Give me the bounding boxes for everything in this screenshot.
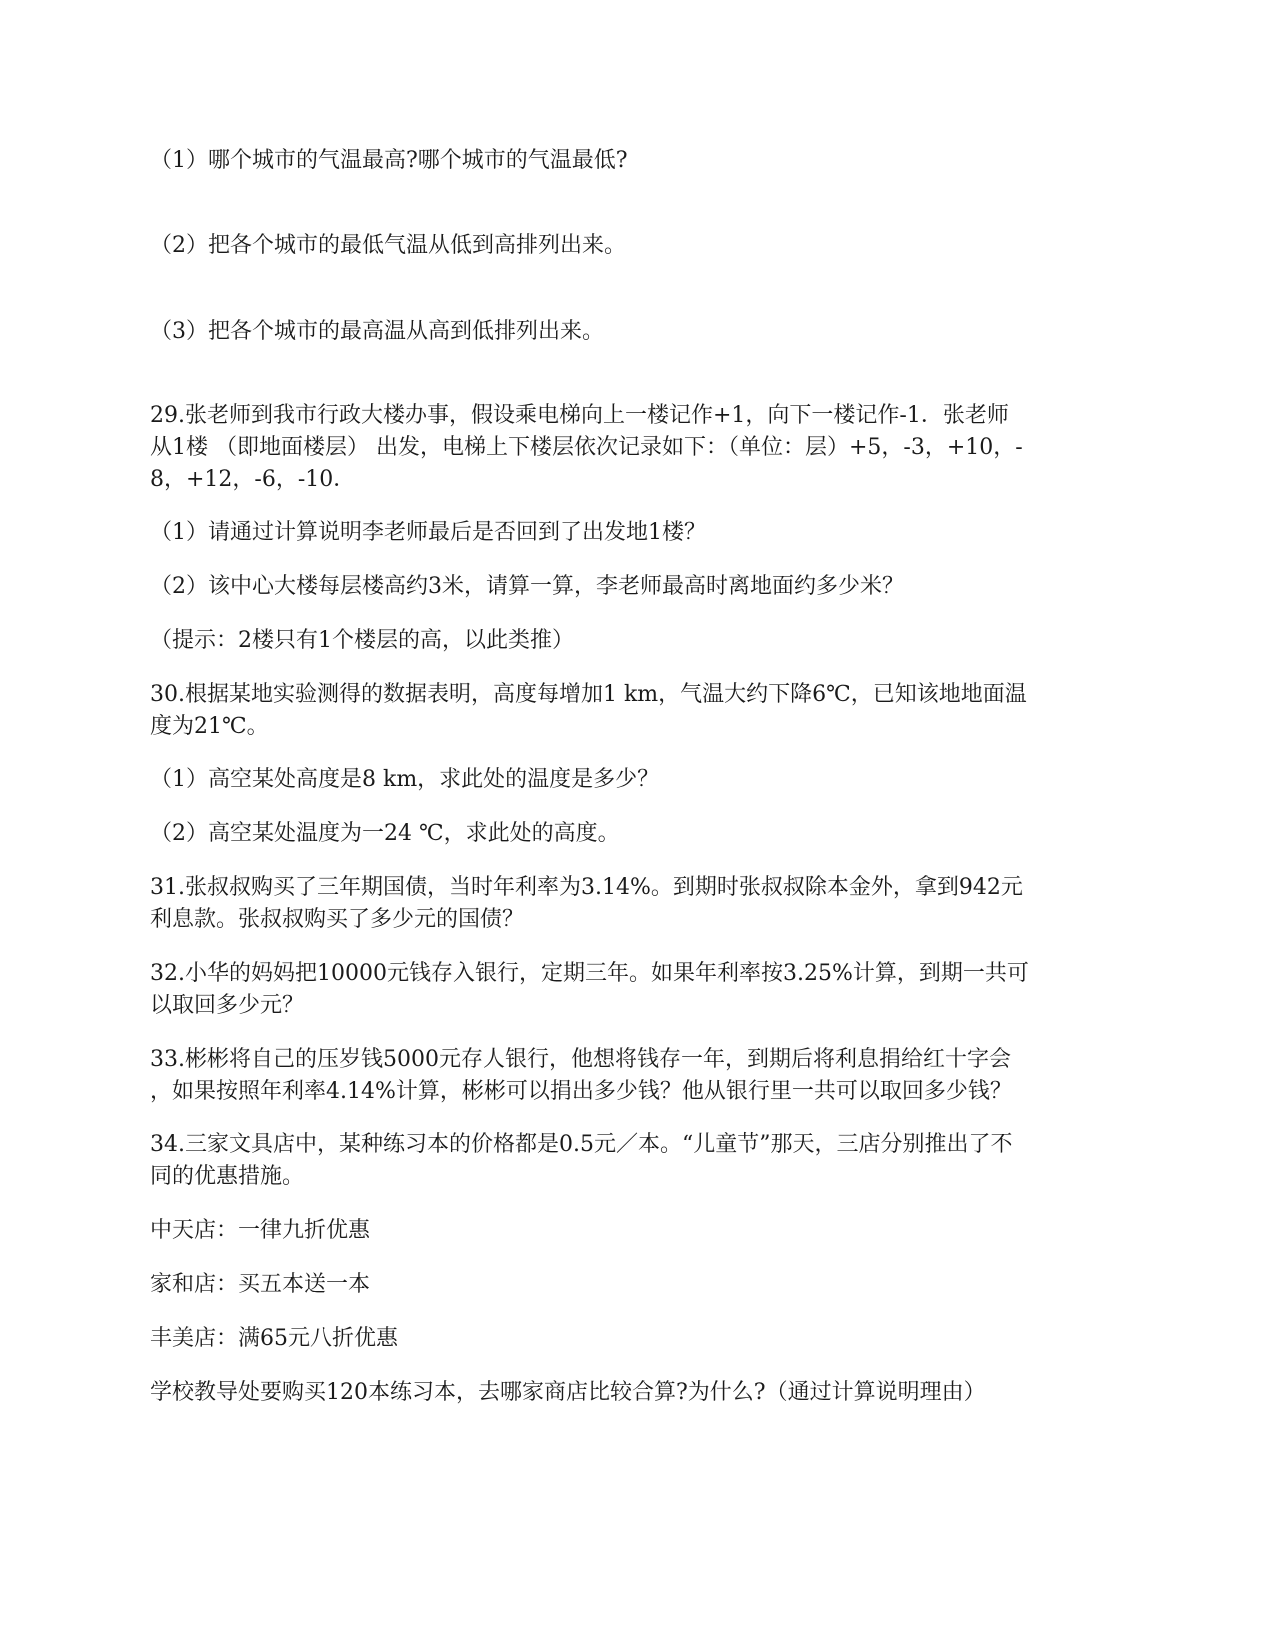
q28-sub2: （2）把各个城市的最低气温从低到高排列出来。: [150, 233, 626, 258]
q29-line-3: 8，+12，-6，-10．: [150, 467, 356, 492]
q29-sub1: （1）请通过计算说明李老师最后是否回到了出发地1楼？: [150, 520, 706, 545]
q28-sub1: （1）哪个城市的气温最高?哪个城市的气温最低?: [150, 148, 628, 173]
q34-stem: [150, 1129, 1125, 1193]
q34-line-1: 34.三家文具店中，某种练习本的价格都是0.5元／本。“儿童节”那天，三店分别推出了不: [150, 1132, 1013, 1157]
q31-stem: [150, 872, 1125, 936]
q29-hint: （提示：2楼只有1个楼层的高，以此类推）: [150, 628, 574, 653]
q30-sub2: （2）高空某处温度为一24 ℃，求此处的高度。: [150, 821, 620, 846]
q29-line-2: 从1楼 （即地面楼层） 出发，电梯上下楼层依次记录如下：（单位：层）+5，-3，+10，-: [150, 435, 1023, 460]
q29-stem: [150, 400, 1125, 496]
q34-line-2: 同的优惠措施。: [150, 1164, 305, 1189]
q30-line-1: 30.根据某地实验测得的数据表明，高度每增加1 km，气温大约下降6℃，已知该地地面温: [150, 682, 1027, 707]
q33-line-1: 33.彬彬将自己的压岁钱5000元存人银行，他想将钱存一年，到期后将利息捐给红十字会: [150, 1047, 1011, 1072]
q29-sub2: （2）该中心大楼每层楼高约3米，请算一算，李老师最高时离地面约多少米？: [150, 574, 904, 599]
q30-stem: [150, 679, 1125, 743]
q28-sub3: （3）把各个城市的最高温从高到低排列出来。: [150, 319, 604, 344]
q34-store-1: 中天店：一律九折优惠: [150, 1218, 371, 1243]
q29-line-1: 29.张老师到我市行政大楼办事，假设乘电梯向上一楼记作+1，向下一楼记作-1．张老师: [150, 403, 1009, 428]
q34-store-3: 丰美店：满65元八折优惠: [150, 1326, 398, 1351]
q33-line-2: ，如果按照年利率4.14%计算，彬彬可以捐出多少钱？他从银行里一共可以取回多少钱？: [150, 1079, 1012, 1104]
q32-stem: [150, 958, 1125, 1022]
q30-sub1: （1）高空某处高度是8 km，求此处的温度是多少？: [150, 767, 660, 792]
q34-question: 学校教导处要购买120本练习本，去哪家商店比较合算?为什么?（通过计算说明理由）: [150, 1380, 986, 1405]
q32-line-2: 以取回多少元？: [150, 993, 305, 1018]
q34-store-2: 家和店：买五本送一本: [150, 1272, 371, 1297]
q33-stem: [150, 1044, 1125, 1108]
q31-line-2: 利息款。张叔叔购买了多少元的国债？: [150, 907, 525, 932]
q31-line-1: 31.张叔叔购买了三年期国债，当时年利率为3.14%。到期时张叔叔除本金外，拿到942元: [150, 875, 1023, 900]
q32-line-1: 32.小华的妈妈把10000元钱存入银行，定期三年。如果年利率按3.25%计算，到期一共可: [150, 961, 1029, 986]
q30-line-2: 度为21℃。: [150, 714, 269, 739]
